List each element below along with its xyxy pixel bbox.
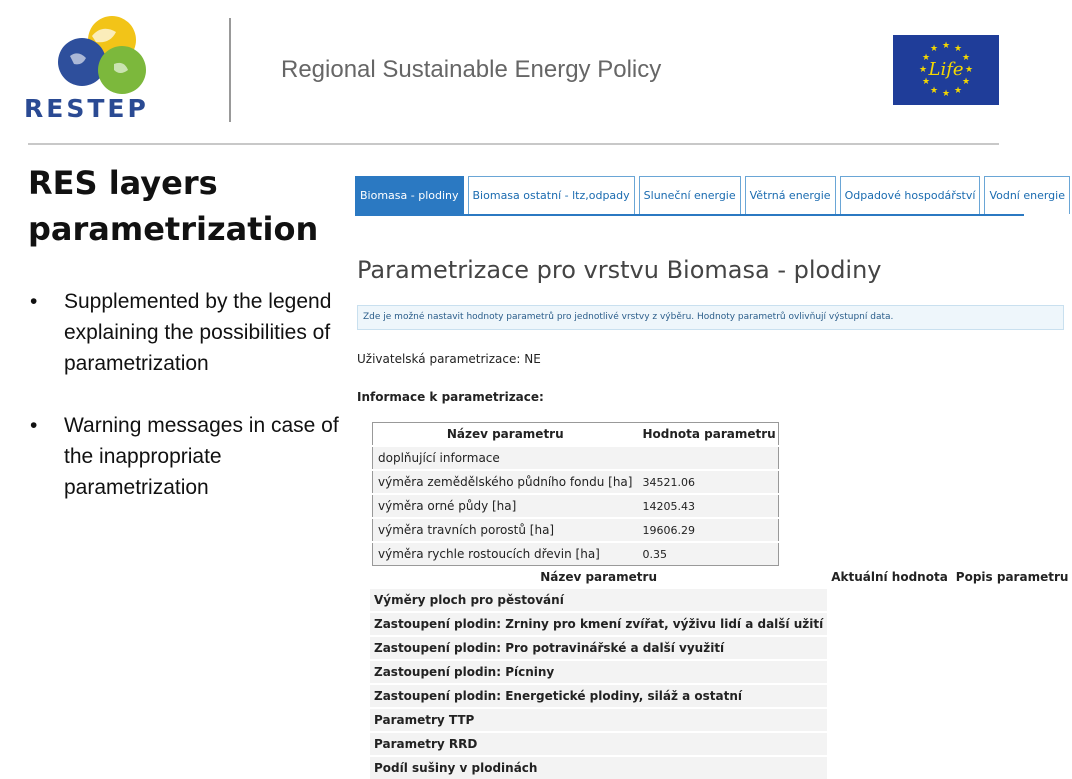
param-value-cell: 34521.06 [637, 470, 778, 494]
bullet-item: • Warning messages in case of the inappropriate parametrization [28, 410, 348, 503]
table-row [373, 494, 779, 518]
bullet-list [28, 286, 348, 534]
header-rule [28, 143, 999, 145]
param-name-cell: výměra zemědělského půdního fondu [ha] [373, 470, 638, 494]
life-logo-text: Life [928, 59, 964, 80]
table-row[interactable] [370, 636, 1072, 660]
table-header-row [373, 423, 779, 447]
table-row [373, 470, 779, 494]
table-row[interactable] [370, 732, 1072, 756]
tab-odpadove-hospodarstvi[interactable]: Odpadové hospodářství [840, 176, 981, 214]
svg-text:★: ★ [964, 65, 974, 75]
param-value-cell: 19606.29 [637, 518, 778, 542]
svg-text:★: ★ [921, 77, 931, 87]
tab-slunecni-energie[interactable]: Sluneční energie [639, 176, 741, 214]
svg-text:★: ★ [953, 86, 963, 96]
param-value-cell: 0.35 [637, 542, 778, 566]
svg-text:★: ★ [941, 89, 951, 99]
column-header: Název parametru [446, 427, 564, 441]
globe-logo-icon [22, 16, 188, 96]
eu-life-logo [893, 35, 999, 105]
svg-text:★: ★ [929, 44, 939, 54]
bullet-item: • Supplemented by the legend explaining the possibilities of parametrization [28, 286, 348, 379]
svg-text:★: ★ [941, 41, 951, 51]
column-header: Hodnota parametru [642, 427, 776, 441]
header-divider [229, 18, 231, 122]
table-header-row [370, 567, 1072, 588]
user-param-status: Uživatelská parametrizace: NE [357, 352, 541, 366]
table-row[interactable] [370, 756, 1072, 779]
param-group-cell[interactable]: Zastoupení plodin: Pro potravinářské a další využití [370, 636, 827, 660]
param-name-cell: výměra travních porostů [ha] [373, 518, 638, 542]
table-row[interactable] [370, 660, 1072, 684]
param-value-cell: 14205.43 [637, 494, 778, 518]
info-table [372, 422, 779, 566]
app-screenshot [355, 176, 1069, 775]
tab-vetrna-energie[interactable]: Větrná energie [745, 176, 836, 214]
layer-tabs [355, 176, 1065, 214]
tab-biomasa-ostatni[interactable]: Biomasa ostatní - ltz,odpady [468, 176, 635, 214]
param-table [370, 567, 1072, 779]
svg-text:★: ★ [918, 65, 928, 75]
svg-text:★: ★ [929, 86, 939, 96]
table-row [373, 446, 779, 470]
param-name-cell: výměra orné půdy [ha] [373, 494, 638, 518]
table-row [373, 542, 779, 566]
table-row[interactable] [370, 684, 1072, 708]
param-group-cell[interactable]: Parametry TTP [370, 708, 827, 732]
table-row [373, 518, 779, 542]
column-header: Název parametru [540, 570, 657, 584]
param-group-cell[interactable]: Parametry RRD [370, 732, 827, 756]
param-value-cell [637, 446, 778, 470]
svg-text:★: ★ [961, 53, 971, 63]
param-name-cell: výměra rychle rostoucích dřevin [ha] [373, 542, 638, 566]
svg-text:★: ★ [961, 77, 971, 87]
param-group-cell[interactable]: Zastoupení plodin: Energetické plodiny, siláž a ostatní [370, 684, 827, 708]
table-row[interactable] [370, 588, 1072, 612]
table-row[interactable] [370, 612, 1072, 636]
tab-biomasa-plodiny[interactable]: Biomasa - plodiny [355, 176, 464, 214]
info-message: Zde je možné nastavit hodnoty parametrů pro jednotlivé vrstvy z výběru. Hodnoty parametrů ovlivňují výstupní data. [357, 305, 1064, 330]
param-group-cell[interactable]: Zastoupení plodin: Zrniny pro kmení zvířat, výživu lidí a další užití [370, 612, 827, 636]
table-row[interactable] [370, 708, 1072, 732]
page-heading: Parametrizace pro vrstvu Biomasa - plodiny [357, 256, 882, 284]
param-group-cell[interactable]: Podíl sušiny v plodinách [370, 756, 827, 779]
param-group-cell[interactable]: Výměry ploch pro pěstování [370, 588, 827, 612]
param-name-cell: doplňující informace [373, 446, 638, 470]
column-header: Aktuální hodnota [831, 570, 948, 584]
header-title: Regional Sustainable Energy Policy [281, 56, 662, 83]
svg-text:★: ★ [953, 44, 963, 54]
tab-vodni-energie[interactable]: Vodní energie [984, 176, 1070, 214]
svg-text:★: ★ [921, 53, 931, 63]
eu-flag-icon [893, 35, 999, 105]
info-heading: Informace k parametrizace: [357, 390, 544, 404]
logo-wordmark: RESTEP [24, 94, 149, 123]
param-group-cell[interactable]: Zastoupení plodin: Pícniny [370, 660, 827, 684]
slide-title: RES layers parametrization [28, 164, 319, 248]
column-header: Popis parametru [955, 570, 1069, 584]
